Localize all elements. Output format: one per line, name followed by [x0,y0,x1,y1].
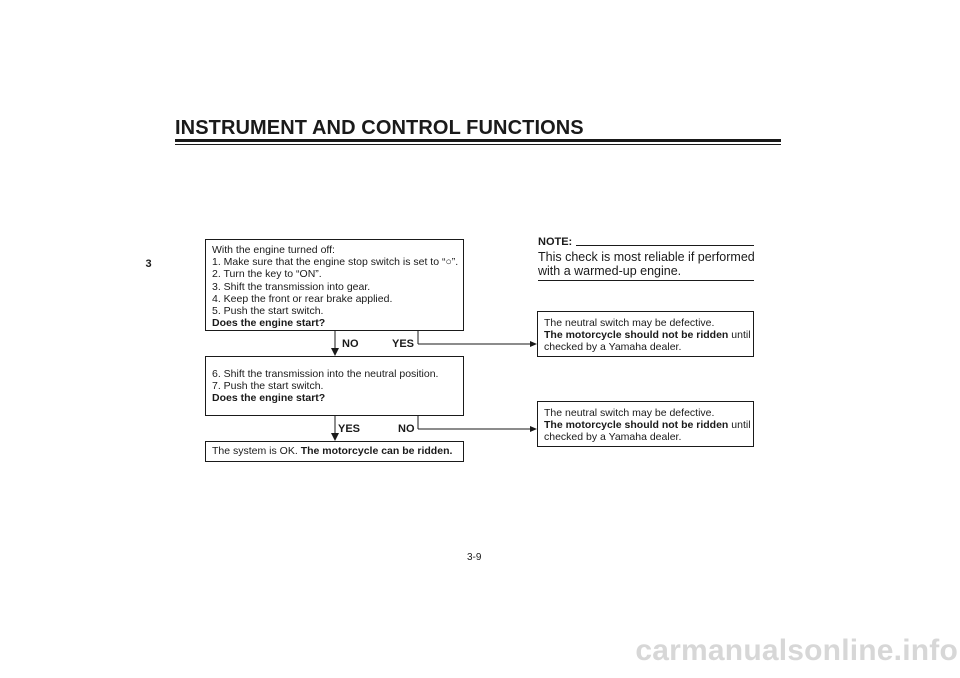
note-label: NOTE: [538,236,573,248]
defect-box-1 [537,311,754,357]
defect1-suffix: until [728,329,751,342]
step1-question: Does the engine start? [212,317,326,330]
step2-line: 7. Push the start switch. [212,380,324,393]
defect1-line3: checked by a Yamaha dealer. [544,341,682,354]
step1-line: 4. Keep the front or rear brake applied. [212,292,393,305]
answer-yes-2: YES [338,423,361,435]
step2-line: 6. Shift the transmission into the neutral position. [212,368,439,380]
flow-step-2-box [205,356,464,416]
result-ok-box [205,441,464,462]
arrowhead-right-1 [530,341,537,347]
result-ok-bold: The motorcycle can be ridden. [300,445,453,457]
arrowhead-right-2 [530,426,537,432]
answer-no-1: NO [342,338,359,350]
defect-box-2 [537,401,754,447]
answer-yes-1: YES [392,338,415,350]
flow-step-1-box [205,239,464,331]
arrowhead-down-1 [331,348,339,356]
note-rule-bottom [538,280,754,281]
step1-line: With the engine turned off: [212,244,335,256]
defect2-line1: The neutral switch may be defective. [544,407,715,419]
answer-no-2: NO [398,423,415,435]
defect1-bold: The motorcycle should not be ridden [544,329,729,342]
note-rule-top [576,245,754,246]
note-text: This check is most reliable if performed with a warmed-up engine. [538,250,755,278]
step1-line: 3. Shift the transmission into gear. [212,280,371,293]
defect2-suffix: until [728,419,751,432]
step1-line: 1. Make sure that the engine stop switch is set to “○”. [212,256,459,269]
step1-line: 2. Turn the key to “ON”. [212,268,322,281]
watermark: carmanualsonline.info [635,634,958,667]
defect2-bold: The motorcycle should not be ridden [544,419,729,432]
page-title: INSTRUMENT AND CONTROL FUNCTIONS [175,117,584,139]
page-number: 3-9 [467,552,482,563]
step2-question: Does the engine start? [212,392,326,405]
result-ok-text: The system is OK. [212,445,301,457]
defect1-line1: The neutral switch may be defective. [544,317,715,329]
chapter-tab: 3 [145,258,152,270]
step1-line: 5. Push the start switch. [212,305,324,318]
defect2-line3: checked by a Yamaha dealer. [544,431,682,444]
